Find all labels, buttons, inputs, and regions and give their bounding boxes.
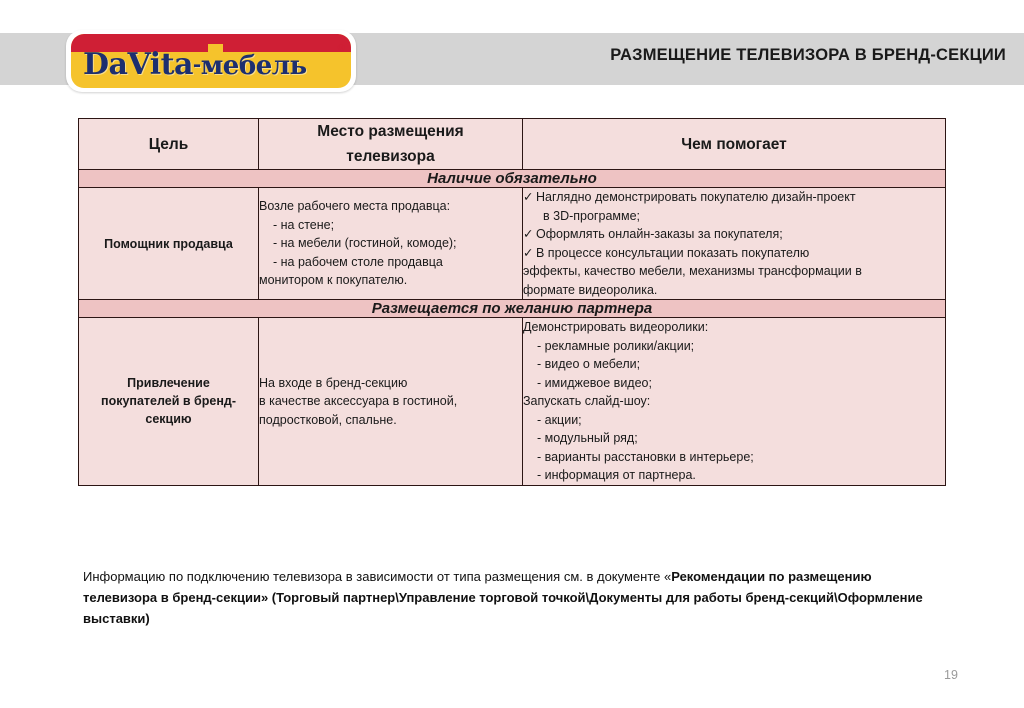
page-number: 19: [944, 668, 958, 682]
row2-place-line1: На входе в бренд-секцию: [259, 375, 408, 390]
row2-helps-line8: - варианты расстановки в интерьере;: [537, 449, 754, 464]
row2-helps-line9: - информация от партнера.: [537, 468, 696, 482]
row2-helps: [523, 318, 946, 486]
row1-helps-item3-text: В процессе консультации показать покупателю: [536, 245, 810, 260]
row2-helps-line1: Демонстрировать видеоролики:: [523, 320, 709, 334]
row1-helps-item2-text: Оформлять онлайн-заказы за покупателя;: [536, 227, 783, 241]
footer-note: [83, 566, 943, 629]
tv-placement-table: [78, 118, 946, 486]
row2-place: [259, 318, 523, 486]
row1-place: [259, 188, 523, 300]
section-band-optional: Размещается по желанию партнера: [79, 300, 946, 318]
footer-note-part2: Рекомендации по размещению телевизора в бренд-секции» (Торговый партнер\Управление торговой точкой\Документы для работы бренд-секций\Оформление выставки): [83, 569, 923, 626]
row2-goal-line1: Привлечение: [127, 376, 210, 391]
row1-place-line3: - на мебели (гостиной, комоде);: [273, 236, 457, 251]
row2-goal-line3: секцию: [145, 412, 192, 427]
column-header-place-line2: телевизора: [346, 148, 435, 165]
logo-wordmark: [83, 46, 341, 84]
column-header-place-line1: Место размещения: [317, 123, 464, 140]
logo-dash: -: [192, 52, 201, 76]
row1-helps-item1-text: Наглядно демонстрировать покупателю дизайн-проект: [536, 190, 856, 204]
page-title: РАЗМЕЩЕНИЕ ТЕЛЕВИЗОРА В БРЕНД-СЕКЦИИ: [610, 46, 1006, 64]
row1-place-line4: - на рабочем столе продавца: [273, 254, 443, 269]
row1-place-line5: монитором к покупателю.: [259, 273, 408, 288]
table-header-row: [79, 119, 946, 170]
row1-helps-item3-line1: [523, 244, 945, 263]
row1-helps-item1-line2: в 3D-программе;: [543, 208, 641, 223]
row2-helps-line7: - модульный ряд;: [537, 431, 638, 445]
row1-place-line1: Возле рабочего места продавца:: [259, 199, 451, 214]
row1-helps-item1-line1: [523, 188, 945, 207]
row2-helps-line3: - видео о мебели;: [537, 357, 641, 371]
logo-brand-part2: мебель: [200, 51, 307, 81]
section-band-mandatory: Наличие обязательно: [79, 170, 946, 188]
check-icon: ✓: [523, 227, 534, 241]
row1-helps-item3-line2: эффекты, качество мебели, механизмы трансформации в: [523, 264, 862, 278]
row2-place-line3: подростковой, спальне.: [259, 412, 397, 427]
row2-helps-line5: Запускать слайд-шоу:: [523, 394, 651, 408]
table-row: [79, 318, 946, 486]
row1-helps: [523, 188, 946, 300]
column-header-goal: Цель: [79, 119, 259, 170]
column-header-helps: Чем помогает: [523, 119, 946, 170]
row1-helps-item2-line1: [523, 225, 945, 244]
logo-brand-part1: DaVita: [83, 47, 193, 82]
section-band-row-1: [79, 170, 946, 188]
section-band-row-2: [79, 300, 946, 318]
check-icon: ✓: [523, 245, 534, 260]
check-icon: ✓: [523, 190, 534, 204]
row2-helps-line4: - имиджевое видео;: [537, 375, 652, 390]
table-row: [79, 188, 946, 300]
row2-helps-line2: - рекламные ролики/акции;: [537, 338, 695, 353]
row2-goal-line2: покупателей в бренд-: [101, 394, 236, 409]
row1-place-line2: - на стене;: [273, 217, 335, 232]
davita-logo: [66, 30, 356, 92]
column-header-place: [259, 119, 523, 170]
row1-helps-item3-line3: формате видеоролика.: [523, 282, 658, 297]
logo-background: [71, 34, 351, 88]
footer-note-part1: Информацию по подключению телевизора в зависимости от типа размещения см. в документе «: [83, 569, 672, 584]
row2-goal: [79, 318, 259, 486]
row1-goal: Помощник продавца: [79, 188, 259, 300]
row2-place-line2: в качестве аксессуара в гостиной,: [259, 394, 458, 408]
row2-helps-line6: - акции;: [537, 412, 582, 427]
registered-trademark-icon: ®: [337, 43, 345, 54]
